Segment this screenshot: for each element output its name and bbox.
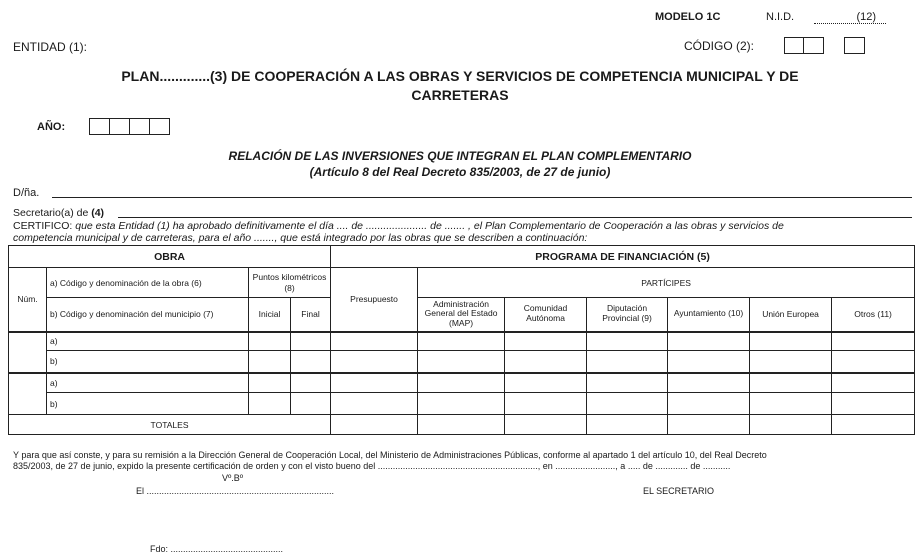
totales-row (9, 415, 915, 435)
presupuesto-cell[interactable] (331, 351, 418, 373)
row-a-cell (47, 332, 249, 351)
row-b-cell (47, 351, 249, 373)
entidad-label: ENTIDAD (1): (13, 40, 88, 54)
otros-cell[interactable] (832, 393, 915, 415)
row-a-label: a) (50, 377, 58, 388)
row-b-cell (47, 393, 249, 415)
age-cell[interactable] (418, 351, 505, 373)
ue-cell[interactable] (750, 373, 832, 393)
ano-box-1[interactable] (89, 118, 110, 135)
certifico-text-2: competencia municipal y de carreteras, para el año ......., que está integrado por las obras que se describen a continuación: (13, 232, 588, 244)
dp-cell[interactable] (587, 351, 668, 373)
col-age-header: Administración General del Estado (MAP) (418, 298, 505, 332)
codigo-box-2[interactable] (803, 37, 824, 54)
footer-text-1: Y para que así conste, y para su remisión a la Dirección General de Cooperación Local, del Ministerio de Administraciones Públicas, conforme al apartado 1 del artículo 10, del Real Decreto (13, 450, 767, 460)
secretario-ref: (4) (91, 207, 105, 219)
total-dp-cell[interactable] (587, 415, 668, 435)
secretario-signature-label: EL SECRETARIO (643, 486, 715, 496)
inicial-header: Inicial (249, 298, 291, 332)
codigo-box-1[interactable] (784, 37, 804, 54)
codigo-municipio-header: b) Código y denominación del municipio (7) (47, 298, 249, 332)
total-ay-cell[interactable] (668, 415, 750, 435)
row-b-label: b) (50, 356, 58, 367)
ano-label: AÑO: (37, 121, 66, 133)
num-cell[interactable] (9, 332, 47, 373)
modelo-label: MODELO 1C (655, 11, 721, 23)
table-row (9, 351, 915, 373)
footer-text-2: 835/2003, de 27 de junio, expido la presente certificación de orden y con el visto bueno del ................................................................, en ........................, a ..... de ............. de ........... (13, 461, 731, 471)
col-ay-header: Ayuntamiento (10) (668, 298, 750, 332)
dp-cell[interactable] (587, 332, 668, 351)
dp-cell[interactable] (587, 373, 668, 393)
codigo-label: CÓDIGO (2): (684, 39, 755, 53)
dna-label: D/ña. (13, 187, 40, 199)
total-ca-cell[interactable] (505, 415, 587, 435)
table-row (9, 373, 915, 393)
otros-cell[interactable] (832, 351, 915, 373)
row-a-cell (47, 373, 249, 393)
col-dp-header: Diputación Provincial (9) (587, 298, 668, 332)
ay-cell[interactable] (668, 393, 750, 415)
nid-label: N.I.D. (766, 11, 795, 23)
presupuesto-cell[interactable] (331, 332, 418, 351)
ca-cell[interactable] (505, 373, 587, 393)
obra-header: OBRA (9, 246, 331, 268)
nid-value: (12) (814, 11, 886, 24)
inicial-cell[interactable] (249, 373, 291, 393)
inversiones-table (8, 245, 915, 435)
ue-cell[interactable] (750, 351, 832, 373)
el-label: El ........................................................................... (136, 486, 335, 496)
dna-line[interactable] (52, 197, 912, 198)
codigo-box-3[interactable] (844, 37, 865, 54)
otros-cell[interactable] (832, 373, 915, 393)
final-cell[interactable] (291, 332, 331, 351)
secretario-line (13, 207, 104, 219)
otros-cell[interactable] (832, 332, 915, 351)
total-age-cell[interactable] (418, 415, 505, 435)
inicial-cell[interactable] (249, 351, 291, 373)
final-cell[interactable] (291, 373, 331, 393)
num-cell[interactable] (9, 373, 47, 415)
age-cell[interactable] (418, 373, 505, 393)
inicial-cell[interactable] (249, 393, 291, 415)
presupuesto-cell[interactable] (331, 393, 418, 415)
programa-header: PROGRAMA DE FINANCIACIÓN (5) (331, 246, 915, 268)
col-ue-header: Unión Europea (750, 298, 832, 332)
col-ca-header: Comunidad Autónoma (505, 298, 587, 332)
puntos-header: Puntos kilométricos (8) (249, 268, 331, 298)
fdo-label: Fdo: ............................................. (150, 544, 284, 554)
secretario-field-line[interactable] (118, 217, 912, 218)
ca-cell[interactable] (505, 393, 587, 415)
totales-label: TOTALES (9, 415, 331, 435)
ca-cell[interactable] (505, 332, 587, 351)
col-otros-header: Otros (11) (832, 298, 915, 332)
ano-box-3[interactable] (129, 118, 150, 135)
presupuesto-cell[interactable] (331, 373, 418, 393)
certifico-line-1 (13, 220, 784, 232)
inicial-cell[interactable] (249, 332, 291, 351)
vobo-label: Vº.Bº (222, 473, 244, 483)
ano-box-2[interactable] (109, 118, 130, 135)
ano-box-4[interactable] (149, 118, 170, 135)
total-otros-cell[interactable] (832, 415, 915, 435)
final-cell[interactable] (291, 393, 331, 415)
table-row (9, 332, 915, 351)
total-presupuesto-cell[interactable] (331, 415, 418, 435)
age-cell[interactable] (418, 332, 505, 351)
row-b-label: b) (50, 398, 58, 409)
ue-cell[interactable] (750, 332, 832, 351)
ca-cell[interactable] (505, 351, 587, 373)
total-ue-cell[interactable] (750, 415, 832, 435)
num-header: Núm. (9, 268, 47, 332)
ue-cell[interactable] (750, 393, 832, 415)
ay-cell[interactable] (668, 332, 750, 351)
table-row (9, 393, 915, 415)
codigo-obra-header: a) Código y denominación de la obra (6) (47, 268, 249, 298)
participes-header: PARTÍCIPES (418, 268, 915, 298)
age-cell[interactable] (418, 393, 505, 415)
ay-cell[interactable] (668, 373, 750, 393)
ay-cell[interactable] (668, 351, 750, 373)
row-a-label: a) (50, 336, 58, 347)
certifico-text-1: que esta Entidad (1) ha aprobado definitivamente el día .... de ..................... de ....... , el Plan Complementario de Cooperación a las obras y servicios de (75, 220, 784, 232)
final-cell[interactable] (291, 351, 331, 373)
title-line-1: PLAN.............(3) DE COOPERACIÓN A LAS OBRAS Y SERVICIOS DE COMPETENCIA MUNICIPAL Y DE (121, 68, 799, 84)
dp-cell[interactable] (587, 393, 668, 415)
presupuesto-header: Presupuesto (331, 268, 418, 332)
title-line-2: CARRETERAS (411, 87, 509, 103)
subtitle-line-1: RELACIÓN DE LAS INVERSIONES QUE INTEGRAN EL PLAN COMPLEMENTARIO (228, 149, 692, 163)
final-header: Final (291, 298, 331, 332)
subtitle-line-2: (Artículo 8 del Real Decreto 835/2003, de 27 de junio) (309, 165, 611, 179)
certifico-label: CERTIFICO: (13, 220, 73, 232)
secretario-label: Secretario(a) de (13, 207, 89, 219)
